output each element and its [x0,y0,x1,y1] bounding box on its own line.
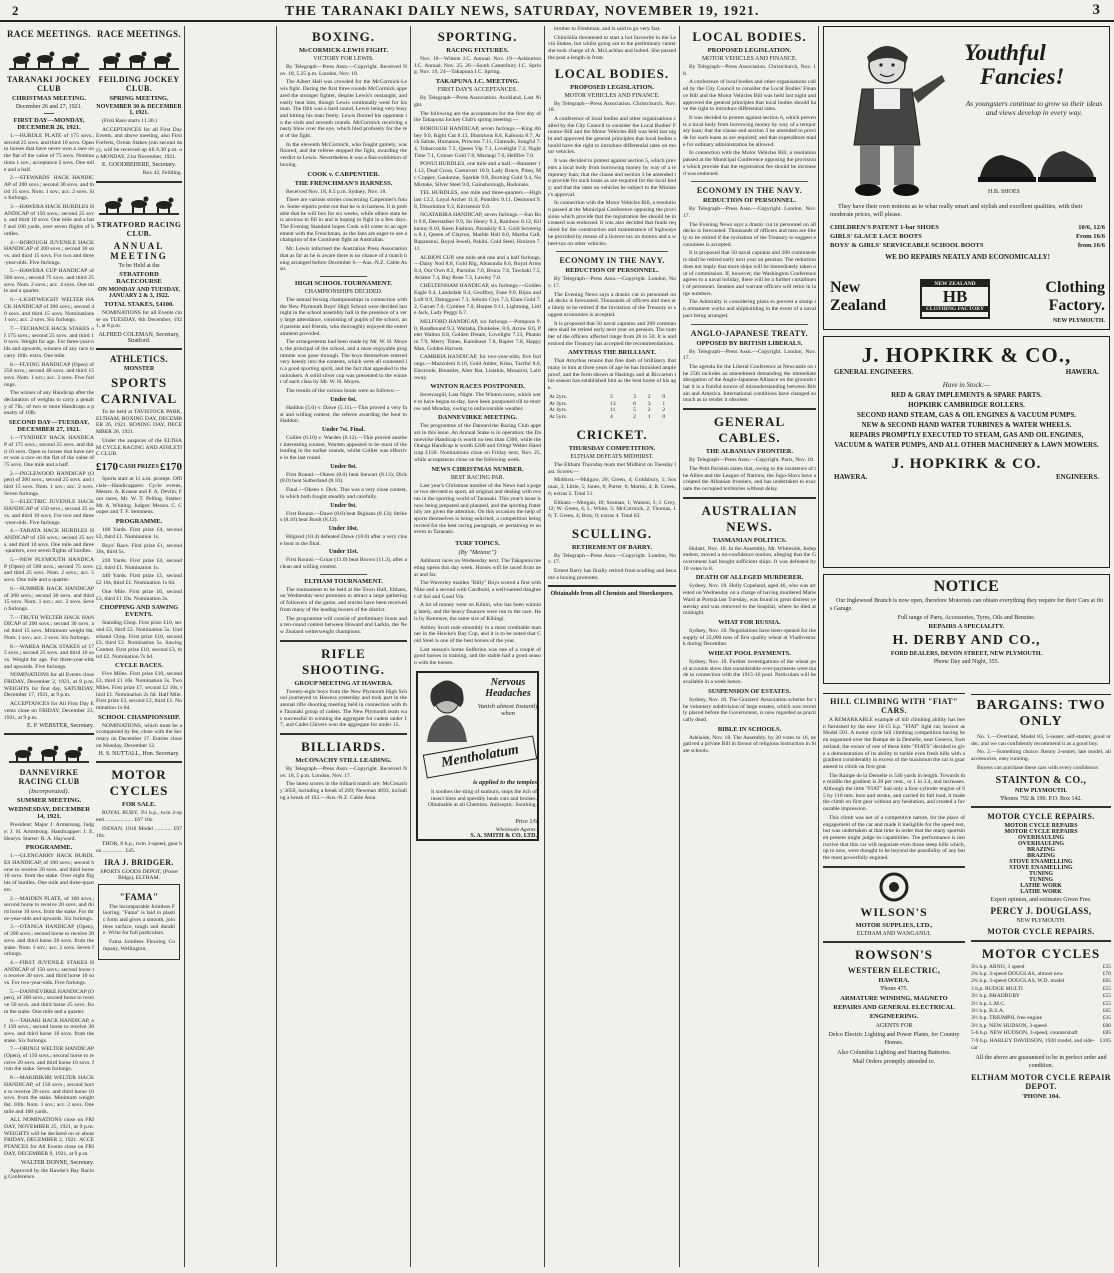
item-label: 3½ h.p. BRADBURY [971,993,1020,1000]
odds-table: At 2yrs. 5 3 2 0 At 3yrs. 13 6 3 1 At 4yrs. 11 5 2 2 At 5yrs. 4 2 1 0 [549,393,666,421]
item-label: 3 h.p. RUDGE MULTI [971,985,1023,992]
derby-notice-ad: NOTICE Our Inglewood Branch is now open, therefore Motorists can obtain everything they require for their Cars at this Garage. Full range of Parts, Accessories, Tyres, Oils and Benzine. REPAIRS A SPECIALITY. H. DERBY AND CO., FORD DEALERS, DEVON STREET, NEW PLYMOUTH. Phone Day and Night, 355. [823,574,1110,684]
racehorses-illustration-icon [9,42,89,72]
youthful-title: Youthful Fancies! [964,40,1065,89]
nz-clothing-factory-banner: New Zealand NEW ZEALAND HB CLOTHING FACTORY Clothing Factory. NEW PLYMOUTH. [830,279,1105,324]
column-advertisements [823,26,1111,1267]
list-item: TUNING [1028,876,1053,883]
hopkirk-engineers-ad: J. HOPKIRK & CO., GENERAL ENGINEERS. HAWERA. Have in Stock:— RED & GRAY IMPLEMENTS & SPARE PARTS. HOPKIRK CAMBRIDGE ROLLERS. SECOND HAND STEAM, GAS & OIL ENGINES & VACUUM PUMPS. NEW & SECOND HAND WATER TURBINES & WATER WHEELS. REPAIRS PROMPTLY EXECUTED TO STEAM, GAS AND OIL ENGINES, VACUUM & WATER PUMPS, AND ALL OTHER MACHINERY & LAWN MOWERS. J. HOPKIRK & CO. HAWERA. ENGINEERS. [823,336,1110,568]
list-item: TUNING [1028,870,1053,877]
racehorses-illustration-icon [99,42,179,72]
item-label: 2½ h.p. L.M.C. [971,1000,1006,1007]
club-name: DANNEVIRKE RACING CLUB [18,768,80,787]
item-label: 3¼ h.p. ARNO, 3 speed [971,963,1025,970]
fiat-heading: HILL CLIMBING WITH "FIAT" CARS. [823,693,965,715]
column-sporting: SPORTING. RACING FIXTURES. Nov. 18—Winton J.C. Annual. Nov. 19—Ashburton J.C. Annual. Nov. 25, 26—South Canterbury J.C. Spring. Nov. 19, 24—Takapuna J.C. Spring. TAKAPUNA J.C. MEETING. FIRST DAY'S ACCEPTANCES. By Telegraph—Press Association. Auckland, Last Night. The following are the acceptances for the first day of the Takapuna Jockey Club's spring meeting:— BOROUGH HANDICAP, seven furlongs.—King Abbey 9.0, Right Cut 8.13, Illustrious 8.8, Kabooia 8.7, Arch Salute, Humanus, Princess 7.11, Clarendo, Songful 7.4, Tobacconist 7.3, Queen Vip 7.1, Lovelight 7.2, Night Time 7.1, Cruiser Gold 7.0, Marangi 7.0, Hellfire 7.0. PONUI HURDLES, one mile and a half.—Banaster 11.12, Dual Cross, Coeurvert 10.9, Lady Bruce, Pimo, Mc Copper, Gaulonne, Sparkle 9.8, Burning Gold 9.4, No Mistake, Silver Steel 9.0, Gainsborough, Hodonais. TEL HURDLES, one mile and three-quarters.—Highlast 12.2, Loyal Archer 11.0, Pontifex 9.11, Desmond 9.8, Dissolution 9.3, Kirriemuir 9.0. NGATARIRA HANDICAP, seven furlongs.—Sun Bolt 9.8, Deerstalker 9.9, Sir Henry 9.2, Rainbow 8.12, Kilkenny 8.10, Keen Fashion, Paraskily 8.3, Gold Sovereign 8.1, Queen of Clayton, Marble Hall 8.0, Martha Gall, Rapananui, Royal Jewell, Pakihi, Cold Steel, Horizon 7.11. ALBION CUP, one mile and one and a half furlongs.—Daisy Nod 8.8, Gold Rig, Abusunda 8.6, Royal Arms 8.4, Our Own 8.2, Pactolus 7.8, Bronx 7.6, Tawhaki 7.5, Aviator 7.4, Bay Rose 7.3, Lawley 7.0. CHELTENHAM HANDICAP, six furlongs.—Golden Eagle 9.4, Landsdale 9.4, Geoffrey, Fane 9.0, Bijou and Loft 8.9, Dainggoon 7.3, Soboin Crys 7.3, Elam Gold 7.2, Garnet 7.0, Cymbee 7.0, Harpee 9.11, Lightning, Little Jack, Lady Peggy 6.7. MELFORD HANDICAP, six furlongs.—Pompous 9.0, Roadbound 9.3, Waitaha, Dunkelee, 8.6, Arrow 8.6, Peter Walton 8.8, Golden Dream, Lovelight 7.13, Phantom 7.9, Merry Times, Kamikaze 7.8, Rapier 7.8, Happy Man, Golden Harvest. CAMBRIA HANDICAP, for two-year-olds; five furlongs.—Mazzoleni 8.10, Gold Adder, Kilso, Tactful 8.0, Electrode, Breastlet, Alter Rat, Listakin, Mosaicst, Lalrtoway. WINTON RACES POSTPONED. Invercargill, Last Night. The Winton races, which were to have begun to-day, have been postponed till to-morrow and Monday, owing to unfavourable weather. DANNEVIRKE MEETING. The programme of the Dannevirke Racing Club appears in this issue. An Annual Stake is in operation; the Dannevirke Handicap is worth no less than £300, while the Otanga Handicap is worth £200 and Oringi Welter Handicap £150. Nominations close on Friday next, Nov. 25, while acceptances close on the following week. NEWS CHRISTMAS NUMBER. BEST RACING PAR. Last year's Christmas number of the News had a page or two devoted to sport, all original and dealing with events in the sporting world of Taranaki. This year's issue is now being prepared and planned, and the sporting fraternity are given the attention. On this occasion the help of sports themselves is being solicited, a competition being invited for the best racing paragraph, or pertaining to an event in Taranaki. TURF TOPICS. (By "Meteor.") Ashburst races on Wednesday next. The Takapuna meeting opens this day week. Horses will be raced from near and far. The Waverley maiden "Billy" Boys scored a first with Nike and a second with Cardhold, a well-named daughter of Sol and Good Vin. A lot of money went on Kihini, who has been winning lately, and the heavy finances were run to the race. He is by Kenmure, the same sire of Kihingi. Ashley Scott rode smoothly in a most creditable manner in the Hawke's Bay Cup, and it is to be noted that Cold Steel is one of the best horses of the year. Last season's home Solferino was one of a couple of good horses in training, and the stable had a good season with the horses. Nervous Headaches Vanish almost Instantly when Mentholatum is applied to the temples It soothes the sting of sunburn, stops the itch of insect bites and speedily heals cuts and bruises. Obtainable at all Chemists. Antiseptic. Soothing. Price 1/6 Wholesale Agents. S. A. SMITH & CO. LTD. [414,29,541,839]
item-label: 7-9 h.p. HARLEY DAVIDSON, 1920 model, and side-car [971,1037,1095,1051]
cricket-heading: CRICKET. [576,427,648,443]
item-label: 2¾ h.p. 3-speed DOUGLAS, almost new [971,970,1064,977]
list-item: OVERHAULING [1017,834,1064,841]
billiards-heading: BILLIARDS. [301,738,386,754]
motor-cycles-heading: MOTOR CYCLES [109,767,169,799]
meeting-name: CHRISTMAS MEETING. [11,95,87,102]
item-price: £165 [1099,1037,1111,1044]
item-price: £55 [1102,985,1111,992]
secretary-signature: E. P. WEBSTER, Secretary. [27,723,94,730]
australian-news-heading: AUSTRALIAN NEWS. [701,502,798,534]
general-cables-heading: GENERAL CABLES. [713,414,786,446]
column-race-meetings-1: RACE MEETINGS. TARANAKI JOCKEY CLUB CHRISTMAS MEETING. December 26 and 27, 1921. FIRST DAY—MONDAY, DECEMBER 26, 1921. 1.—HURDLE PLATE of 175 sovs.; second 25 sovs. and third 10 sovs. Open to horses that have never won a race on the flat of the value of 75 sovs. Nominations 1 sov.; acceptance 2 sovs. One mile and a half. 2.—STEWARDS' HACK HANDICAP of 200 sovs.; second 30 sovs. and third 15 sovs. Nom. 1 sov.; acc. 2 sovs. Six furlongs. 3.—HAWERA HACK HURDLES HANDICAP of 150 sovs.; second 25 sovs. and third 10 sovs. One mile and a half and 100 yards, over seven flights of hurdles. 4.—BOROUGH JUVENILE HACK HANDICAP of 200 sovs.; second 30 sovs. and third 15 sovs. For two and three-year-olds. Five furlongs. 5.—HAWERA CUP HANDICAP of 500 sovs.; second 75 sovs. and third 25 sovs. Nom. 2 sovs.; acc. 4 sovs. One mile and a quarter. 6.—LIGHTWEIGHT WELTER HACK HANDICAP of 200 sovs.; second 40 sovs. and third 15 sovs. Nominations 1 sov.; acc. 2 sovs. Six furlongs. 7.—TECHANCE HACK STAKES of 175 sovs.; second 25 sovs. and third 10 sovs. Weight for age. For three-year-olds and upwards, winners of any race to carry 10lb. extra. One mile. 8.—FLYING HANDICAP (Open) of 250 sovs.; second 40 sovs. and third 15 sovs. Nom. 1 sov.; acc. 2 sovs. Five furlongs. The winner of any Handicap after the declaration of weights to carry a penalty of 7lb.; of two or more Handicaps a penalty of 10lb. SECOND DAY—TUESDAY, DECEMBER 27, 1921. 1.—TYNDHEY HACK HANDICAP of 175 sovs.; second 25 sovs. and third 10 sovs. Open to horses that have never won a race on the flat of the value of 75 sovs. One mile and a half. 2.—INGLEWOOD HANDICAP (Open) of 200 sovs.; second 25 sovs. and third 15 sovs. Nom. 1 sov.; acc. 2 sovs. Seven furlongs. 3.—ELECTRIC JUVENILE HACK HANDICAP of 150 sovs.; second 25 sovs. and third 10 sovs. For two and three-year-olds. Five furlongs. 4.—TARATA HACK HURDLES HANDICAP of 150 sovs.; second 25 sovs. and third 10 sovs. One mile and three-quarters, over seven flights of hurdles. 5.—NEW PLYMOUTH HANDICAP (Open) of 500 sovs.; second 75 sovs. and third 25 sovs. Nom. 2 sovs.; acc. 5 sovs. One mile and a quarter. 6.—SUMMER HACK HANDICAP of 200 sovs.; second 30 sovs. and third 15 sovs. Nom. 1 sov.; acc. 2 sovs. Seven furlongs. 7.—TRUTH WELTER HACK HANDICAP of 200 sovs.; second 30 sovs. and third 15 sovs. Minimum weight 8st. Nom. 1 sov.; acc. 2 sovs. Six furlongs. 8.—WAREA HACK STAKES of 175 sovs.; second 25 sovs. and third 10 sovs. Weight for age. For three-year-olds and upwards. Five furlongs. NOMINATIONS for all Events close FRIDAY, December 2, 1921, at 9 p.m. WEIGHTS for first day, SATURDAY, December 17, 1921, at 9 p.m. ACCEPTANCES for All First Day Events close on FRIDAY, December 23, 1921, at 9 p.m. E. P. WEBSTER, Secretary. DANNEVIRKE RACING CLUB (Incorporated). SUMMER MEETING. WEDNESDAY, DECEMBER 14, 1921. President: Major J. Armstrong. Judge: J. H. Armstrong. Handicapper: J. E. Henrys. Starter: R. A. Hayward. PROGRAMME. 1.—GLENGARRY HACK HURDLES HANDICAP, of 100 sovs.; second horse to receive 20 sovs. and third horse 10 sovs. from the stake. Over eight flights of hurdles. One mile and three-quarters. 2.—MAIDEN PLATE, of 100 sovs.; second horse to receive 20 sovs. and third horse 10 sovs. from the stake. For three-year-olds and upwards. Six furlongs. 3.—OTANGA HANDICAP (Open), of 200 sovs.; second horse to receive 30 sovs. and third horse 20 sovs. from the stake. Nom. 1 sov.; acc. 2 sovs. Seven furlongs. 4.—FIRST JUVENILE STAKES HANDICAP of 150 sovs.; second horse to receive 30 sovs. and third horse 10 sovs. For two-year-olds. Five furlongs. 5.—DANNEVIRKE HANDICAP (Open), of 300 sovs.; second horse to receive 50 sovs. and third horse 25 sovs. from the stake. One mile and a quarter. 6.—TAHAKI HACK HANDICAP, of 150 sovs.; second horse to receive 30 sovs. and third horse 10 sovs. from the stake. Six furlongs. 7.—ORINGI WELTER HANDICAP (Open), of 150 sovs.; second horse to receive 20 sovs. and third horse 10 sovs. from the stake. Seven furlongs. 8.—MAKIRIKIRI WELTER HACK HANDICAP, of 150 sovs.; second horse to receive 20 sovs. and third horse 10 sovs. from the stake. Minimum weight 8st. 10lb. Nom. 1 sov.; acc. 2 sovs. One mile and 100 yards. ALL NOMINATIONS close on FRIDAY, NOVEMBER 25, 1921, at 9 p.m. WEIGHTS will be declared on or about FRIDAY, DECEMBER 2, 1921. ACCEPTANCES for All Events close on FRIDAY, DECEMBER 9, 1921, at 9 p.m. WALTER DONNE, Secretary. Approved by the Hawke's Bay Racing Conference. [4,29,94,1181]
club-name: FEILDING JOCKEY CLUB. [98,75,180,93]
list-item [971,993,1111,1000]
item-price: £55 [1102,1000,1111,1007]
mentholatum-ad: Nervous Headaches Vanish almost Instantly when Mentholatum is applied to the temples It soothes the sting of sunburn, stops the itch of insect bites and speedily heals cuts and bruises. Obtainable at all Chemists. Antiseptic. Soothing. Price 1/6 Wholesale Agents. S. A. SMITH & CO. LTD. [416,671,539,841]
svg-text:H.B. SHOES: H.B. SHOES [988,189,1020,195]
sports-carnival-title: SPORTS CARNIVAL [100,375,178,407]
list-item [971,1001,1111,1008]
list-item [971,1030,1111,1037]
column-rule [184,26,185,1267]
list-item: MOTOR CYCLE REPAIRS [1004,822,1078,829]
second-day-heading: SECOND DAY—TUESDAY, DECEMBER 27, 1921. [8,419,90,434]
item-label: 2¾ h.p. 3-speed DOUGLAS, W.D. model [971,978,1065,985]
column-boxing: BOXING. McCORMICK-LEWIS FIGHT. VICTORY FOR LEWIS. By Telegraph—Press Assn.—Copyright. Received Nov. 18, 5.25 p.m. London, Nov. 18. The Albert Hall was crowded for the McCormick-Lewis fight. During the first three rounds McCormick appeared the stronger fighter, despite Lewis's onslaught, and easily beat him, though Lewis continually went for his man. The fifth was a hard round, Lewis being very busy and hitting his man freely. Lewis floored his opponent in the sixth and seventh rounds. McCormick receiving a nasty blow over the eye, which bled profusely for the rest of the fight. In the eleventh McCormick, who fought gamely, was floored, and the referee stopped the fight, awarding the verdict to Lewis. Nevertheless it was a fine exhibition of boxing. COOK v. CARPENTIER. THE FRENCHMAN'S HARNESS. Received Nov. 18, 8.5 p.m. Sydney, Nov. 18. There are various stories concerning Carpentier's future. Some reports point out that he is in harness. It is probable that he will box for six weeks, while others state he is anxious to fill in and is hoping to fight in a few days. The Evening Standard hopes Cook will come to an agreement with the Frenchman, as the fans are eager to see a champion of the Continent fight an Australian. Mr. Lewis informed the Australian Press Association that as far as he is aware there is no chance of a match being arranged before December 6.—Aus.-N.Z. Cable Assn. HIGH SCHOOL TOURNAMENT. CHAMPIONSHIPS DECIDED. The annual boxing championships in connection with the New Plymouth Boys' High School were decided last night in the school assembly hall in the presence of a very large attendance, consisting of pupils of the school, and parents and friends, who thoroughly enjoyed the entertainment provided. The arrangements had been made by Mr. W. H. Moyes, the principal of the school, and a most enjoyable programme was gone through. The boys themselves entered very keenly into the contests, which were all contested in a good sporting spirit, and the fact that appealed to the onlookers. A solid silver cup was presented to the winner of each class by Mr. W. H. Moyes. The results of the various bouts were as follows:— Under 6st. Haddon (5.0) v. Dawe (5.11).—This proved a very fast and willing contest, the referee awarding the bout to Haddon. Under 7st. Final. Collier (6.10) v. Warden (6.12).—This proved another interesting contest, Warden appeared to be most of the leading in the earlier rounds, whilst Collier was effective in the last round. Under 8st. First Round.—Okeen (8.0) beat Stewart (8.13); Dick (8.0) beat Sutherland (8.10). Final.—Okeen v. Dick. This was a very close contest, in which both fought steadily and carefully. Under 9st. First Round.—Dawe (8.0) beat Bighans (8.13); Strikes (8.10) beat Boult (8.12). Under 10st. Bilgood (10.4) defeated Dawe (10.0) after a very close bout in the final. Under 11st. First Round.—Gruar (11.0) beat Brown (11.3), after a clean and willing contest. ELTHAM TOURNAMENT. The tournament to be held at the Town Hall, Eltham, on Wednesday next promises to attract a large gathering of followers of the game, and entries have been received from many of the leading boxers of the district. The programme will consist of preliminary bouts and a ten-round contest between Howard and Larkin, the New Zealand welterweight champions. RIFLE SHOOTING. GROUP MEETING AT HAWERA. Twenty-eight boys from the New Plymouth High School journeyed to Hawera yesterday and took part in the annual rifle shooting meeting held in connection with the Taranaki group of cadets. The New Plymouth team was successful in winning the aggregate for cadets under 17, and Cadet Chivers won the aggregate for under 15. BILLIARDS. McCONACHY STILL LEADING. By Telegraph—Press Assn.—Copyright. Received Nov. 18, 5 p.m. London, Nov. 17. The latest scores in the billiard match are: McConachy 3650, including a break of 269; Newman 4693, including a break of 162.—Aus.-N.Z. Cable Assn. [280,29,407,801]
youthful-body: They have their own notions as to what really smart and stylish and excellent qualities, with their moderate prices, will please. CHILDREN'S PATENT 1-bar SHOES 10/6, 12/6 GIRLS' GLACE LACE BOOTS From 16/6 BOYS' & GIRLS' SERVICEABLE SCHOOL BOOTS from 16/6 WE DO REPAIRS NEATLY AND ECONOMICALLY! [830,203,1105,261]
mentholatum-logo: Mentholatum [423,735,537,778]
local-bodies-heading: LOCAL BODIES. [554,65,670,81]
list-item [971,978,1111,985]
list-item: LATHE WORK [1020,882,1062,889]
list-item [971,1015,1111,1022]
list-item: STOVE ENAMELLING [1009,858,1073,865]
youthful-fancies-ad: Youthful Fancies! As youngsters continue to grow so their ideas and views develop in every way. H.B. SHOES They have their own notions as to what really smart and stylish and excellent qualities, with their moderate prices, will please. CHILDREN'S PATENT 1-bar SHOES 10/6, 12/6 GIRLS' GLACE LACE BOOTS From 16/6 BOYS' & GIRLS' SERVICEABLE SCHOOL BOOTS from 16/6 WE DO REPAIRS NEATLY AND ECONOMICALLY! New Zealand NEW ZEALAND HB CLOTHING FACTORY Clothing Factory. NEW PLYMOUTH. [823,26,1110,330]
tyre-emblem-icon [874,872,914,902]
section-heading: RACE MEETINGS. [6,29,92,39]
item-label: 5-6 h.p. NEW HUDSON, 3-speed, countershaft [971,1030,1078,1037]
item-price: £35 [1102,963,1111,970]
lower-left-ads: HILL CLIMBING WITH "FIAT" CARS. A REMARKABLE example of hill climbing ability has been furnished by the new 10-15 h.p. "FIAT" light car, known as Model 501. A motor cycle hill climbing competition having been organised over the Rampe de la Demelle, near Geneva, Switzerland, the owner of one of these little "FIATS" decided to give a demonstration of its ability to tackle even fresh hills with a gradient considerably in excess of the maximum the car is guaranteed to climb on first gear. The Rampe de la Demelle is 540 yards in length. Towards the middle the gradient is 28 per cent., or 1 in 3.4, and increases. Although the little "FIAT" had only a four-cylinder engine of 65 by 110 mm. bore and stroke, and carried its full load, it made the climb on first gear without any hesitation, and created a favourable impression. This climb was not of a competitive nature, for the place of engagement of the car and made it ineligible for the speed test, but was undertaken at that time in order that the many sportsmen present might judge its capabilities. The performance is instructive that this car will negotiate even those steep hills which, up to now, were thought to be beyond the possibility of any but the most powerfully engined. WILSON'S MOTOR SUPPLIES, LTD., ELTHAM AND WANGANUI. ROWSON'S WESTERN ELECTRIC, HAWERA. 'Phone 475. ARMATURE WINDING, MAGNETO REPAIRS AND GENERAL ELECTRICAL ENGINEERING. AGENTS FOR Delco Electric Lighting and Power Plants, for Country Homes. Also Columbia Lighting and Starting Batteries. Mail Orders promptly attended to. [823,690,965,1267]
item-price: £55 [1102,993,1111,1000]
item-label: 3½ h.p. NEW HUDSON, 3-speed [971,1022,1047,1029]
lower-right-ads: BARGAINS: TWO ONLY No. 1.—Overland, Model 83, 5-seater, self-starter, good order, and we can confidently recommend it as a good buy. No. 2.—Something choice: Renny 3-seater, late model, all accessories, easy running. Buyers can purchase these cars with every confidence. STAINTON & CO., NEW PLYMOUTH. 'Phones 792 & 190. P.O. Box 142. MOTOR CYCLE REPAIRS. MOTOR CYCLE REPAIRS MOTOR CYCLE REPAIRS OVERHAULING OVERHAULING BRAZING BRAZING STOVE ENAMELLING STOVE ENAMELLING TUNING TUNING LATHE WORK LATHE WORK Expert opinion, and estimates Given Free. PERCY J. DOUGLASS, NEW PLYMOUTH. MOTOR CYCLE REPAIRS. MOTOR CYCLES 3¼ h.p. ARNO, 3 speed £35 2¾ h.p. 3-speed DOUGLAS, almost new £70 2¾ h.p. 3-speed DOUGLAS, W.D. model £65 3 h.p. RUDGE MULTI £55 3½ h.p. BRADBURY £55 2½ h.p. L.M.C. £55 3½ h.p. B.S.A. £65 3½ h.p. TRIUMPH, free engine £35 3½ h.p. NEW HUDSON, 3-speed £80 5-6 h.p. NEW HUDSON, 3-speed, countershaft £85 7-9 h.p. HARLEY DAVIDSON, 1920 model, and side-car £165 All the above are guaranteed to be in perfect order and condition. ELTHAM MOTOR CYCLE REPAIR DEPOT. 'PHONE 104. [971,690,1111,1267]
item-label: 3½ h.p. TRIUMPH, free engine [971,1015,1043,1022]
item-price: £85 [1102,1030,1111,1037]
list-item [971,1038,1111,1053]
item-price: £65 [1102,1007,1111,1014]
list-item: MOTOR CYCLE REPAIRS [1004,828,1078,835]
motor-cycle-repairs-list [971,823,1111,895]
rifle-shooting-heading: RIFLE SHOOTING. [301,645,386,677]
newspaper-title: THE TARANAKI DAILY NEWS, SATURDAY, NOVEMBER 19, 1921. [285,3,760,18]
list-item: OVERHAULING [1017,840,1064,847]
page-number: 3 [1092,2,1100,18]
page-number-left: 2 [12,3,19,18]
item-price: £70 [1102,970,1111,977]
local-bodies-heading-2: LOCAL BODIES. [692,29,807,44]
column-rule [818,26,819,1267]
meeting-dates: December 26 and 27, 1921. [15,104,83,110]
item-price: £35 [1102,1015,1111,1022]
column-local-bodies: brother to Freshman, and is said to go very fast. Chinchilla threatened to start a hot favourite in the Levin Stakes, but whilst going out to the preliminary canter she took charge of A. McLachlan and bolted. She passed the post a length in front. LOCAL BODIES. PROPOSED LEGISLATION. MOTOR VEHICLES AND FINANCE. By Telegraph—Press Association. Christchurch, Nov. 18. A conference of local bodies and other organisations called by the City Council to consider the Local Bodies' Finance Bill and the Motor Vehicles Bill was held last night and approved the general principles that local bodies should have the right to introduce differential rates on motor vehicles. It was decided to protest against section 5, which prevents a local body from borrowing money by way of a temporary loan; that the clause and section 3 be amended to provide for such loans as are required for the local body; and that the rates on vehicles be subject to the Minister's approval. In connection with the Motor Vehicles Bill, a resolution passed at the Municipal Conference opposing the provisions which provide that the registration fee should be increased was endorsed. It was also decided that funds required for the construction and maintenance of highways be provided by means of a licence tax on motors and a wheel-tax on other vehicles. ECONOMY IN THE NAVY. REDUCTION OF PERSONNEL. By Telegraph—Press Assn.—Copyright. London, Nov. 17. The Evening News says a drastic cut in personnel on all decks is forecasted. Thousands of officers and men are likely to be retired if the Invitation of the Treasury to suggest economies is accepted. It is proposed that 50 naval captains and 200 commanders shall be retired early next year on pension. The number of the officers affected range from 26 to 50. It is understood the Treasury has accepted the recommendations. AMYTHAS THE BRILLIANT. That Amythas retains that fine dash of brilliancy that many in him at three years of age he has furnished ample proof, and the form shown at Hastings and at Riccarton this season has established him as the best horse of his age. At 2yrs. 5 3 2 0 At 3yrs. 13 6 3 1 At 4yrs. 11 5 2 2 At 5yrs. 4 2 1 0 CRICKET. THURSDAY COMPETITION. ELTHAM DEFEATS MIDHIRST. The Eltham Thursday team met Midhirst on Tuesday last. Scores:— Midhirst.—Mulgaw, 20; Green, 4; Goldsbury, 1; Sosman, 3; Little, 5; Jones, 0; Porter, 6; Martin, 4; R. Green, 6; extras 2. Total 51. Eltham.—Morgan, 10; Sosman, 1; Watson, 3; J. Grey, 12; W. Green, 6; L. White, 5; McCormick, 2; Thomas, 16; T. Green, 4; Bray, 0; extras 4. Total 63. SCULLING. RETIREMENT OF BARRY. By Telegraph—Press Assn.—Copyright. London, Nov. 17. Ernest Barry has finally retired from sculling and became a boxing promoter. Obtainable from all Chemists and Storekeepers. [548,26,676,598]
list-item: BRAZING [1026,852,1055,859]
club-name: TARANAKI JOCKEY CLUB [6,75,92,93]
shoes-illustration-icon [974,139,1099,195]
list-item: BRAZING [1026,846,1055,853]
motor-cycle-list [971,964,1111,1053]
column-rule [276,26,277,1267]
boxing-heading: BOXING. [312,29,375,44]
column-race-meetings-1b: RACE MEETINGS. FEILDING JOCKEY CLUB. SPRING MEETING. NOVEMBER 30 & DECEMBER 1, 1921. (First Race starts 11.30.) ACCEPTANCES for all First Day Events, and above meeting, also First Forfeits, Ocean Stakes (run second day), will be received up till 8.30 p.m. on MONDAY, 21st November, 1921. E. GOODBEHERE, Secretary. Box 42, Feilding. STRATFORD RACING CLUB. ANNUAL MEETING To be Held at the STRATFORD RACECOURSE ON MONDAY AND TUESDAY, JANUARY 2 & 3, 1922. TOTAL STAKES, £4100. NOMINATIONS for all Events close on TUESDAY, 6th December, 1921, at 8 p.m. ALFRED COLEMAN, Secretary, Stratford. ATHLETICS. MONSTER SPORTS CARNIVAL To be held at TAVISTOCK PARK, ELTHAM, BOXING DAY, DECEMBER 26, 1921. BOXING DAY, DECEMBER 26, 1921. Under the auspices of the ELTHAM CYCLE RACING AND ATHLETIC CLUB. £170 CASH PRIZES £170 Sports start at 11 a.m. prompt. Officials—Handicappers: Cycle events, Messrs. A. Krause and F. A. Devlin; Foot races, Mr. W. T. Pelling. Starter: Mr. A. Whiting. Judges: Messrs. C. Cooper and T. F. Semmens. PROGRAMME. 100 Yards. First prize £4, second £2, third £1. Nomination 1s. Boys' Race. First prize £1, second 10s, third 5s. 220 Yards. First prize £4, second £2, third £1. Nomination 1s. 440 Yards. First prize £5, second £2 10s, third £1. Nomination 1s 6d. One Mile. First prize £6, second £3, third £1 10s. Nomination 2s. CHOPPING AND SAWING EVENTS. Standing Chop. First prize £10, second £3, third £2. Nomination 5s. Underhand Chop. First prize £10, second £3, third £2. Nomination 5s. Sawing Contest. First prize £10, second £3, third £2. Nomination 7s 6d. CYCLE RACES. Five Miles. First prize £10, second £3, third £1 10s. Nomination 5s. Two Miles. First prize £7, second £2 10s, third £1. Nomination 2s 6d. Half Mile. First prize £3, second £2, third £1. Nomination 1s 6d. SCHOOL CHAMPIONSHIP. NOMINATIONS, which must be accompanied by fee, close with the Secretary on December 17. Entries close on Monday, December 12. H. S. NUTTALL, Hon. Secretary. MOTOR CYCLES FOR SALE. ROYAL RUBY, 3½ h.p., twin 2-speed .................... £67 10s. INDIAN, 1918 Model ............ £97 10s. THOR, 8 h.p., twin 3-speed, gear box ............... £45. IRA J. BRIDGER. SPORTS GOODS DEPOT, (Poore Bldgs), ELTHAM. "FAMA" The incomparable Jointless Flooring. "Fama" is laid in plastic form and gives a smooth, jointless surface, tough and durable. Write for full particulars. Fama Jointless Flooring Company, Wellington. [96,26,182,1267]
list-item: STOVE ENAMELLING [1009,864,1073,871]
racehorses-illustration-icon [99,187,179,217]
item-price: £80 [1102,1022,1111,1029]
fama-flooring-ad: "FAMA" The incomparable Jointless Flooring. "Fama" is laid in plastic form and gives a smooth, jointless surface, tough and durable. Write for full particulars. Fama Jointless Flooring Company, Wellington. [98,884,180,960]
sporting-heading: SPORTING. [437,29,518,44]
sculling-heading: SCULLING. [571,525,653,541]
hb-badge-icon: NEW ZEALAND HB CLOTHING FACTORY [920,279,990,319]
item-price: £65 [1102,978,1111,985]
column-rule [679,26,680,1267]
list-item [971,964,1111,971]
column-rule [410,26,411,1267]
woman-portrait-icon [422,677,472,742]
column-news: LOCAL BODIES. PROPOSED LEGISLATION. MOTOR VEHICLES AND FINANCE. By Telegraph—Press Association. Christchurch, Nov. 18. A conference of local bodies and other organisations called by the City Council to consider the Local Bodies' Finance Bill and the Motor Vehicles Bill was held last night and approved the general principles that local bodies should have the right to introduce differential rates. It was decided to protest against section 6, which prevents a local body from borrowing money by way of a temporary loan; that the clause and section 3 be amended to provide for such loans as are required; and that expenditure made for ordinary administration be allowed. In connection with the Motor Vehicles Bill, a resolution passed at the Municipal Conference opposing the provisions which provide that the registration fee should be increased was endorsed. ECONOMY IN THE NAVY. REDUCTION OF PERSONNEL. By Telegraph—Press Assn.—Copyright. London, Nov. 17. The Evening News says a drastic cut in personnel on all decks is forecasted. Thousands of officers and men are likely to be retired if the invitation of the Treasury to suggest economies is accepted. It is proposed that 50 naval captains and 200 commanders shall be retired early next year on pension. The reduction does not imply that more ships will be immediately taken out of commission. If, however, the Washington Conference agrees to a naval holiday, there will be a further curtailment of personnel. Seamen and warrant officers will retire in large numbers. The Admiralty is considering plans to prevent a slump in armament works and shipbuilding in the event of a naval pact being arranged. ANGLO-JAPANESE TREATY. OPPOSED BY BRITISH LIBERALS. By Telegraph—Press Assn.—Copyright. London, Nov. 17. The agenda for the Liberal Conference at Newcastle on the 25th includes an amendment demanding the immediate abrogation of the Anglo-Japanese Alliance on the grounds that it is a fruitful source of misunderstanding between Britain and America. International conditions have changed so much as to render it obsolete. GENERAL CABLES. THE ALBANIAN FRONTIER. By Telegraph—Press Assn.—Copyright. Paris, Nov. 18. The Petit Parisien states that, owing to the insistence of the Allies and the League of Nations, the Jugo-Slavs have accepted the Albanian frontiers, and has undertaken to evacuate the occupied territories without delay. AUSTRALIAN NEWS. TASMANIAN POLITICS. Hobart, Nov. 18. In the Assembly, Mr. Whiteside, Independent, moved a no-confidence motion, alleging that the Government had bought sufficient ships. It was defeated by 10 votes to 8. DEATH OF ALLEGED MURDERER. Sydney, Nov. 18. Holly Copeland, aged 46, who was arrested on Wednesday on a charge of having murdered Marie Ward at Portsia last Tuesday, was found in great distress yesterday and was removed to the hospital, where he died at midnight. WHAT FOR RUSSIA. Sydney, Nov. 18. Negotiations have been opened for the supply of 22,000 tons of first quality wheat at Vladivostock during December. WHEAT POOL PAYMENTS. Sydney, Nov. 18. Further investigations of the wheat pool accounts show that considerable over-payments were made in connection with the 1915-16 pool. Particulars will be available in a week hence. SUSPENSION OF ESTATES. Sydney, Nov. 18. The Graziers' Association scheme for the voluntary subdivision of large estates, which was recently placed before the Government, is now regarded as practically dead. BIBLE IN SCHOOLS. Adelaide, Nov. 18. The Assembly, by 20 votes to 16, negatived a private Bill in favour of religious instruction in State schools. [683,29,816,755]
first-day-heading: FIRST DAY—MONDAY, DECEMBER 26, 1921. [13,117,85,131]
racehorses-illustration-icon [9,739,89,765]
cash-prizes-banner: £170 CASH PRIZES £170 [96,460,182,473]
column-rule [544,26,545,1267]
boy-illustration-icon [832,35,957,200]
list-item: LATHE WORK [1020,888,1062,895]
masthead [0,0,1114,22]
item-label: 3½ h.p. B.S.A. [971,1007,1005,1014]
